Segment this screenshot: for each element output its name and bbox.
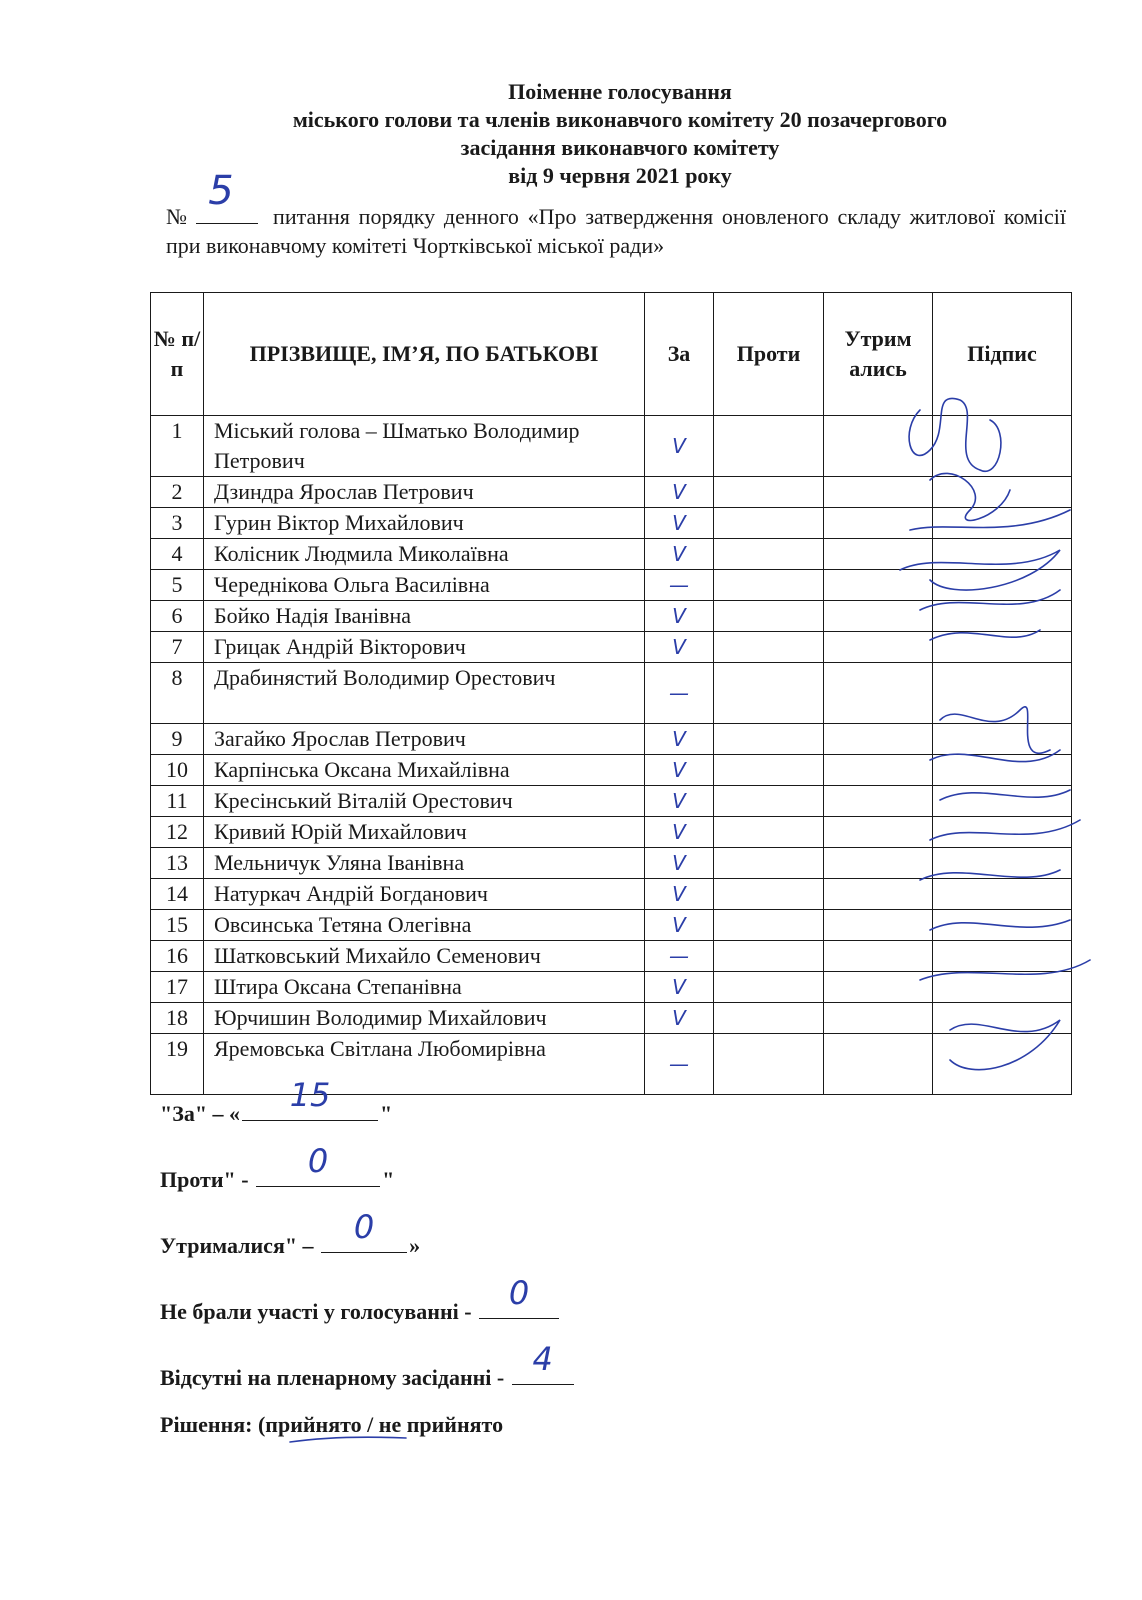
row-number: 14 <box>151 879 204 910</box>
row-signature-cell <box>933 416 1072 477</box>
row-proty-cell <box>714 416 824 477</box>
row-name: Міський голова – Шматько Володимир Петрович <box>204 416 645 477</box>
row-signature-cell <box>933 601 1072 632</box>
decision-underline-scribble <box>288 1432 408 1446</box>
row-utrymalys-cell <box>824 508 933 539</box>
row-utrymalys-cell <box>824 416 933 477</box>
row-signature-cell <box>933 663 1072 724</box>
row-za-mark: V <box>645 416 714 477</box>
table-row <box>151 972 1072 1003</box>
summary-za-blank <box>242 1076 378 1121</box>
row-signature-cell <box>933 786 1072 817</box>
row-name: Юрчишин Володимир Михайлович <box>204 1003 645 1034</box>
summary-utr-close: » <box>409 1233 421 1258</box>
row-number: 18 <box>151 1003 204 1034</box>
row-utrymalys-cell <box>824 1003 933 1034</box>
question-number-handwritten: 5 <box>208 168 234 214</box>
row-name: Овсинська Тетяна Олегівна <box>204 910 645 941</box>
row-signature-cell <box>933 508 1072 539</box>
summary-nebraly-blank <box>479 1274 559 1319</box>
summary-za-label: "За" – « <box>160 1101 241 1126</box>
row-name: Череднікова Ольга Василівна <box>204 570 645 601</box>
row-name: Драбинястий Володимир Орестович <box>204 663 645 724</box>
question-prefix: № <box>166 204 191 229</box>
row-name: Дзиндра Ярослав Петрович <box>204 477 645 508</box>
row-za-mark: V <box>645 755 714 786</box>
row-proty-cell <box>714 1003 824 1034</box>
row-proty-cell <box>714 910 824 941</box>
row-proty-cell <box>714 570 824 601</box>
table-row <box>151 817 1072 848</box>
summary-utr-label: Утрималися" – <box>160 1233 320 1258</box>
document-title <box>160 78 1080 190</box>
table-row <box>151 910 1072 941</box>
table-header-row <box>151 293 1072 416</box>
row-utrymalys-cell <box>824 817 933 848</box>
row-name: Шатковський Михайло Семенович <box>204 941 645 972</box>
row-proty-cell <box>714 817 824 848</box>
header-proty: Проти <box>714 293 824 416</box>
table-row <box>151 632 1072 663</box>
row-utrymalys-cell <box>824 1034 933 1095</box>
summary-proty-value: 0 <box>307 1142 329 1180</box>
summary-nebraly-label: Не брали участі у голосуванні - <box>160 1299 478 1324</box>
row-za-mark: — <box>645 941 714 972</box>
row-number: 11 <box>151 786 204 817</box>
row-signature-cell <box>933 972 1072 1003</box>
row-proty-cell <box>714 848 824 879</box>
row-signature-cell <box>933 941 1072 972</box>
row-za-mark: V <box>645 879 714 910</box>
summary-za-close: " <box>380 1101 393 1126</box>
row-proty-cell <box>714 1034 824 1095</box>
row-signature-cell <box>933 632 1072 663</box>
row-number: 12 <box>151 817 204 848</box>
summary-vidsutni-value: 4 <box>532 1340 553 1378</box>
row-name: Мельничук Уляна Іванівна <box>204 848 645 879</box>
row-utrymalys-cell <box>824 601 933 632</box>
row-name: Штира Оксана Степанівна <box>204 972 645 1003</box>
header-za: За <box>645 293 714 416</box>
row-name: Грицак Андрій Вікторович <box>204 632 645 663</box>
row-proty-cell <box>714 941 824 972</box>
summary-za-value: 15 <box>289 1076 331 1114</box>
row-number: 15 <box>151 910 204 941</box>
row-utrymalys-cell <box>824 663 933 724</box>
row-name: Натуркач Андрій Богданович <box>204 879 645 910</box>
row-za-mark: V <box>645 817 714 848</box>
row-number: 19 <box>151 1034 204 1095</box>
row-number: 6 <box>151 601 204 632</box>
row-utrymalys-cell <box>824 786 933 817</box>
row-utrymalys-cell <box>824 879 933 910</box>
table-row <box>151 416 1072 477</box>
table-row <box>151 601 1072 632</box>
title-line-2: міського голови та членів виконавчого комітету 20 позачергового <box>292 107 948 132</box>
row-name: Бойко Надія Іванівна <box>204 601 645 632</box>
row-utrymalys-cell <box>824 910 933 941</box>
summary-nebraly <box>160 1274 561 1325</box>
row-signature-cell <box>933 755 1072 786</box>
row-za-mark: — <box>645 663 714 724</box>
title-line-1: Поіменне голосування <box>508 79 732 104</box>
row-signature-cell <box>933 724 1072 755</box>
row-za-mark: V <box>645 601 714 632</box>
row-za-mark: — <box>645 1034 714 1095</box>
table-row <box>151 879 1072 910</box>
summary-utr-value: 0 <box>353 1208 375 1246</box>
row-utrymalys-cell <box>824 972 933 1003</box>
summary-nebraly-value: 0 <box>508 1274 530 1312</box>
table-row <box>151 1003 1072 1034</box>
row-number: 17 <box>151 972 204 1003</box>
row-signature-cell <box>933 477 1072 508</box>
header-num: № п/п <box>151 293 204 416</box>
row-name: Загайко Ярослав Петрович <box>204 724 645 755</box>
row-utrymalys-cell <box>824 477 933 508</box>
row-name: Колісник Людмила Миколаївна <box>204 539 645 570</box>
summary-vidsutni <box>160 1340 576 1391</box>
table-row <box>151 848 1072 879</box>
row-number: 9 <box>151 724 204 755</box>
row-signature-cell <box>933 879 1072 910</box>
row-za-mark: V <box>645 786 714 817</box>
row-name: Яремовська Світлана Любомирівна <box>204 1034 645 1095</box>
row-za-mark: V <box>645 477 714 508</box>
row-proty-cell <box>714 879 824 910</box>
row-proty-cell <box>714 539 824 570</box>
row-za-mark: V <box>645 508 714 539</box>
row-number: 16 <box>151 941 204 972</box>
row-za-mark: V <box>645 724 714 755</box>
table-row <box>151 663 1072 724</box>
row-name: Гурин Віктор Михайлович <box>204 508 645 539</box>
row-proty-cell <box>714 786 824 817</box>
row-utrymalys-cell <box>824 848 933 879</box>
row-za-mark: V <box>645 848 714 879</box>
header-pidpys: Підпис <box>933 293 1072 416</box>
row-proty-cell <box>714 755 824 786</box>
row-signature-cell <box>933 539 1072 570</box>
summary-vidsutni-blank <box>512 1340 574 1385</box>
summary-utr-blank <box>321 1208 407 1253</box>
table-row <box>151 508 1072 539</box>
row-proty-cell <box>714 972 824 1003</box>
row-number: 5 <box>151 570 204 601</box>
row-name: Карпінська Оксана Михайлівна <box>204 755 645 786</box>
summary-proty-blank <box>256 1142 380 1187</box>
row-signature-cell <box>933 570 1072 601</box>
row-number: 10 <box>151 755 204 786</box>
row-za-mark: V <box>645 632 714 663</box>
row-utrymalys-cell <box>824 539 933 570</box>
title-line-4: від 9 червня 2021 року <box>508 163 732 188</box>
summary-rishennia: Рішення: (прийнято / не прийнято <box>160 1412 504 1437</box>
summary-proty <box>160 1142 395 1193</box>
row-signature-cell <box>933 848 1072 879</box>
header-utrymalys: Утрим ались <box>824 293 933 416</box>
table-row <box>151 570 1072 601</box>
row-signature-cell <box>933 1003 1072 1034</box>
summary-proty-close: " <box>382 1167 395 1192</box>
row-name: Кривий Юрій Михайлович <box>204 817 645 848</box>
table-row <box>151 786 1072 817</box>
row-utrymalys-cell <box>824 724 933 755</box>
table-row <box>151 941 1072 972</box>
row-number: 3 <box>151 508 204 539</box>
row-za-mark: V <box>645 1003 714 1034</box>
summary-za <box>160 1076 393 1127</box>
table-row <box>151 539 1072 570</box>
row-number: 2 <box>151 477 204 508</box>
table-row <box>151 755 1072 786</box>
table-row <box>151 724 1072 755</box>
row-name: Кресінський Віталій Орестович <box>204 786 645 817</box>
vote-table <box>150 292 1072 1095</box>
row-number: 4 <box>151 539 204 570</box>
row-signature-cell <box>933 910 1072 941</box>
row-number: 13 <box>151 848 204 879</box>
summary-utrymalys <box>160 1208 421 1259</box>
row-number: 7 <box>151 632 204 663</box>
row-za-mark: — <box>645 570 714 601</box>
row-za-mark: V <box>645 539 714 570</box>
question-text: питання порядку денного «Про затвердження оновленого складу житлової комісії при виконавчому комітеті Чортківської міської ради» <box>166 204 1066 258</box>
row-utrymalys-cell <box>824 632 933 663</box>
title-line-3: засідання виконавчого комітету <box>460 135 780 160</box>
table-row <box>151 477 1072 508</box>
row-za-mark: V <box>645 910 714 941</box>
header-name: ПРІЗВИЩЕ, ІМ’Я, ПО БАТЬКОВІ <box>204 293 645 416</box>
row-za-mark: V <box>645 972 714 1003</box>
row-utrymalys-cell <box>824 941 933 972</box>
row-proty-cell <box>714 601 824 632</box>
row-signature-cell <box>933 1034 1072 1095</box>
row-proty-cell <box>714 477 824 508</box>
row-signature-cell <box>933 817 1072 848</box>
summary-vidsutni-label: Відсутні на пленарному засіданні - <box>160 1365 510 1390</box>
row-proty-cell <box>714 724 824 755</box>
question-number-slot <box>196 168 258 224</box>
row-proty-cell <box>714 663 824 724</box>
row-proty-cell <box>714 508 824 539</box>
row-number: 1 <box>151 416 204 477</box>
row-proty-cell <box>714 632 824 663</box>
summary-proty-label: Проти" - <box>160 1167 255 1192</box>
row-number: 8 <box>151 663 204 724</box>
row-utrymalys-cell <box>824 755 933 786</box>
row-utrymalys-cell <box>824 570 933 601</box>
